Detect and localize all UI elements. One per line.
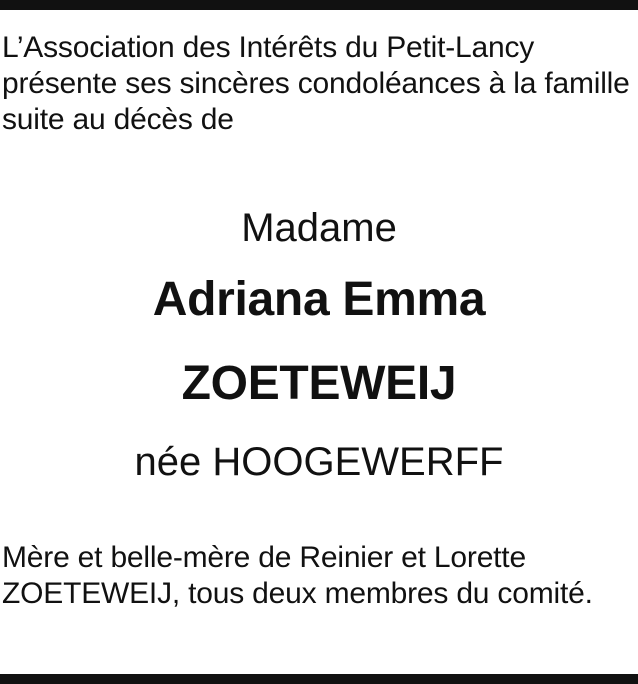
top-border-rule: [0, 0, 638, 10]
bottom-border-rule: [0, 674, 638, 684]
deceased-surname: ZOETEWEIJ: [181, 357, 457, 410]
maiden-name: née HOOGEWERFF: [134, 440, 504, 484]
condolence-intro-text: L’Association des Intérêts du Petit-Lancy présente ses sincères condoléances à la famille suite au décès de: [2, 31, 630, 136]
honorific-title: Madame: [241, 206, 397, 250]
deceased-first-names: Adriana Emma: [152, 273, 486, 326]
family-relation-text: Mère et belle-mère de Reinier et Lorette ZOETEWEIJ, tous deux membres du comité.: [2, 541, 593, 610]
